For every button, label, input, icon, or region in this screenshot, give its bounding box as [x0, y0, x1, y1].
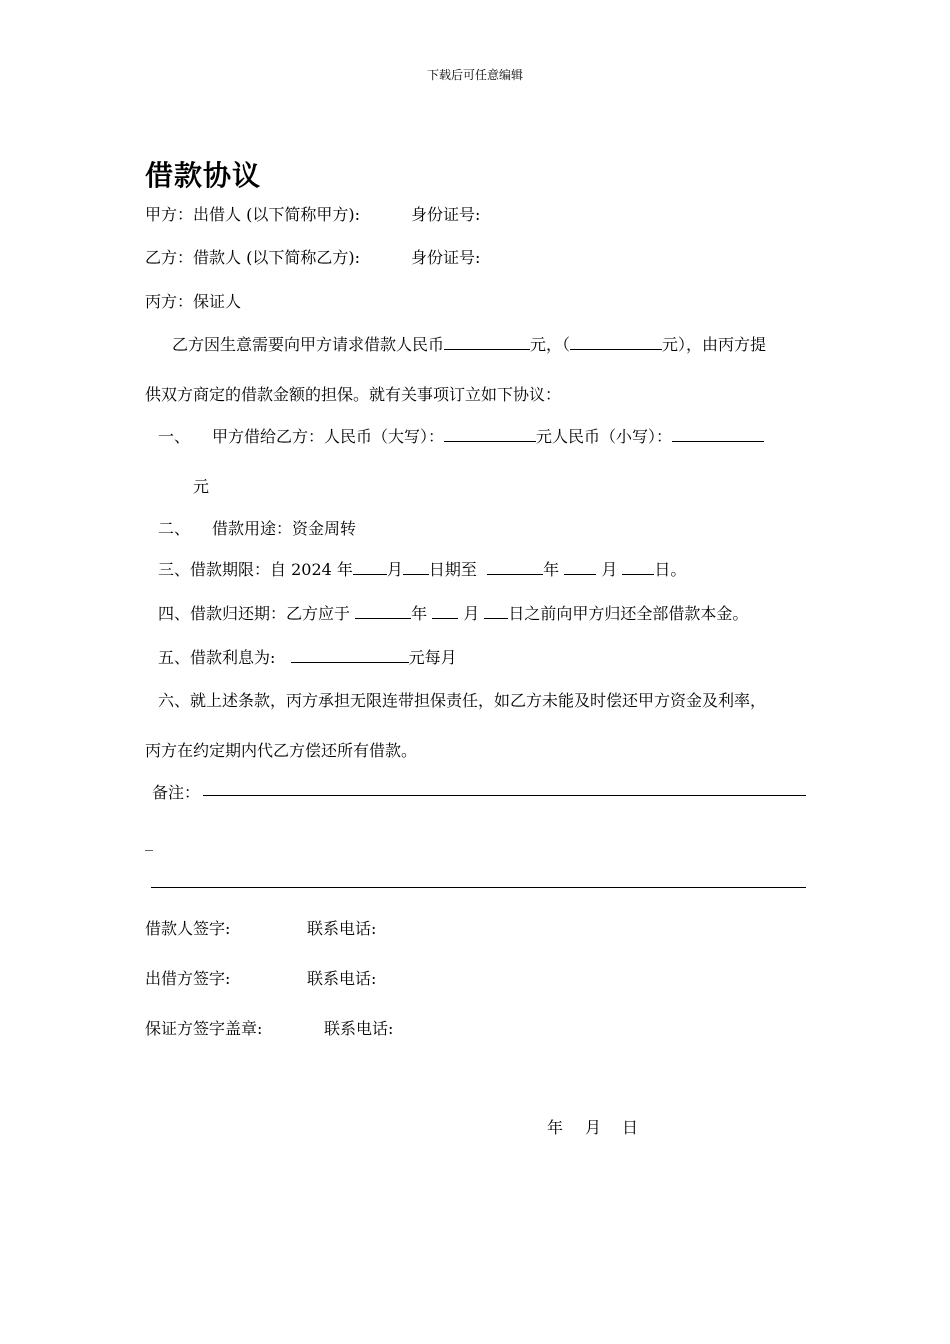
- date-day-label: 日: [622, 1118, 639, 1137]
- intro-line-2: 供双方商定的借款金额的担保。就有关事项订立如下协议：: [145, 385, 562, 404]
- clause-4-text-a: 四、借款归还期：乙方应于: [158, 604, 351, 623]
- lender-phone-label: 联系电话:: [307, 969, 377, 988]
- clause-2-text: 借款用途：资金周转: [212, 519, 357, 538]
- date-month-label: 月: [585, 1118, 602, 1137]
- lender-signature-label: 出借方签字:: [145, 969, 231, 988]
- repay-year-blank: [355, 604, 411, 619]
- repay-month-blank: [432, 604, 458, 619]
- interest-blank: [291, 648, 409, 663]
- amount-lowercase-blank: [672, 427, 764, 442]
- end-year-blank: [487, 560, 543, 575]
- party-c-label: 丙方：保证人: [145, 292, 242, 311]
- party-b-label: 乙方：借款人 (以下简称乙方):: [145, 248, 360, 267]
- party-a-id-label: 身份证号:: [411, 205, 481, 224]
- clause-3-text-f: 日。: [654, 560, 687, 579]
- remark-line-1: [203, 795, 806, 796]
- intro-text-a: 乙方因生意需要向甲方请求借款人民币: [172, 335, 445, 354]
- clause-5-text-a: 五、借款利息为:: [158, 648, 276, 667]
- borrower-signature-label: 借款人签字:: [145, 919, 231, 938]
- loan-amount-blank-2: [570, 335, 662, 350]
- party-b-id-label: 身份证号:: [411, 248, 481, 267]
- clause-3-text-a: 三、借款期限：自 2024 年: [158, 560, 353, 579]
- clause-3-text-e: 月: [601, 560, 618, 579]
- document-title: 借款协议: [145, 159, 262, 192]
- clause-3-line: [158, 557, 686, 580]
- clause-6-line-1: 六、就上述条款，丙方承担无限连带担保责任，如乙方未能及时偿还甲方资金及利率，: [158, 691, 767, 710]
- clause-1-text-a: 甲方借给乙方：人民币（大写）：: [212, 427, 445, 446]
- end-month-blank: [564, 560, 596, 575]
- borrower-phone-label: 联系电话:: [307, 919, 377, 938]
- clause-1-text-b: 元人民币（小写）：: [536, 427, 673, 446]
- intro-text-b: 元，（: [530, 335, 571, 354]
- end-day-blank: [622, 560, 654, 575]
- remark-stray-underscore: _: [145, 832, 153, 851]
- clause-3-text-c: 日期至: [428, 560, 477, 579]
- guarantor-phone-label: 联系电话:: [324, 1019, 394, 1038]
- remark-line-2: [151, 887, 806, 888]
- clause-1-line: [212, 424, 764, 447]
- clause-1-number: 一、: [158, 427, 191, 446]
- loan-amount-blank: [444, 335, 530, 350]
- repay-day-blank: [484, 604, 508, 619]
- start-day-blank: [403, 560, 429, 575]
- clause-5-line: [158, 645, 457, 668]
- amount-uppercase-blank: [444, 427, 536, 442]
- remark-label: 备注：: [152, 783, 201, 802]
- party-a-label: 甲方：出借人 (以下简称甲方):: [145, 205, 360, 224]
- header-note: 下载后可任意编辑: [426, 68, 523, 82]
- date-year-label: 年: [547, 1118, 564, 1137]
- clause-6-line-2: 丙方在约定期内代乙方偿还所有借款。: [145, 741, 418, 760]
- clause-1-unit: 元: [193, 477, 210, 496]
- clause-3-text-d: 年: [543, 560, 560, 579]
- clause-2-number: 二、: [158, 519, 191, 538]
- start-month-blank: [353, 560, 387, 575]
- clause-4-text-d: 日之前向甲方归还全部借款本金。: [508, 604, 749, 623]
- clause-5-text-b: 元每月: [408, 648, 457, 667]
- clause-4-text-c: 月: [463, 604, 480, 623]
- guarantor-signature-label: 保证方签字盖章:: [145, 1019, 263, 1038]
- intro-text-c: 元），由丙方提: [662, 335, 767, 354]
- intro-line-1: [172, 332, 766, 355]
- clause-4-text-b: 年: [411, 604, 428, 623]
- clause-3-text-b: 月: [386, 560, 403, 579]
- clause-4-line: [158, 601, 748, 624]
